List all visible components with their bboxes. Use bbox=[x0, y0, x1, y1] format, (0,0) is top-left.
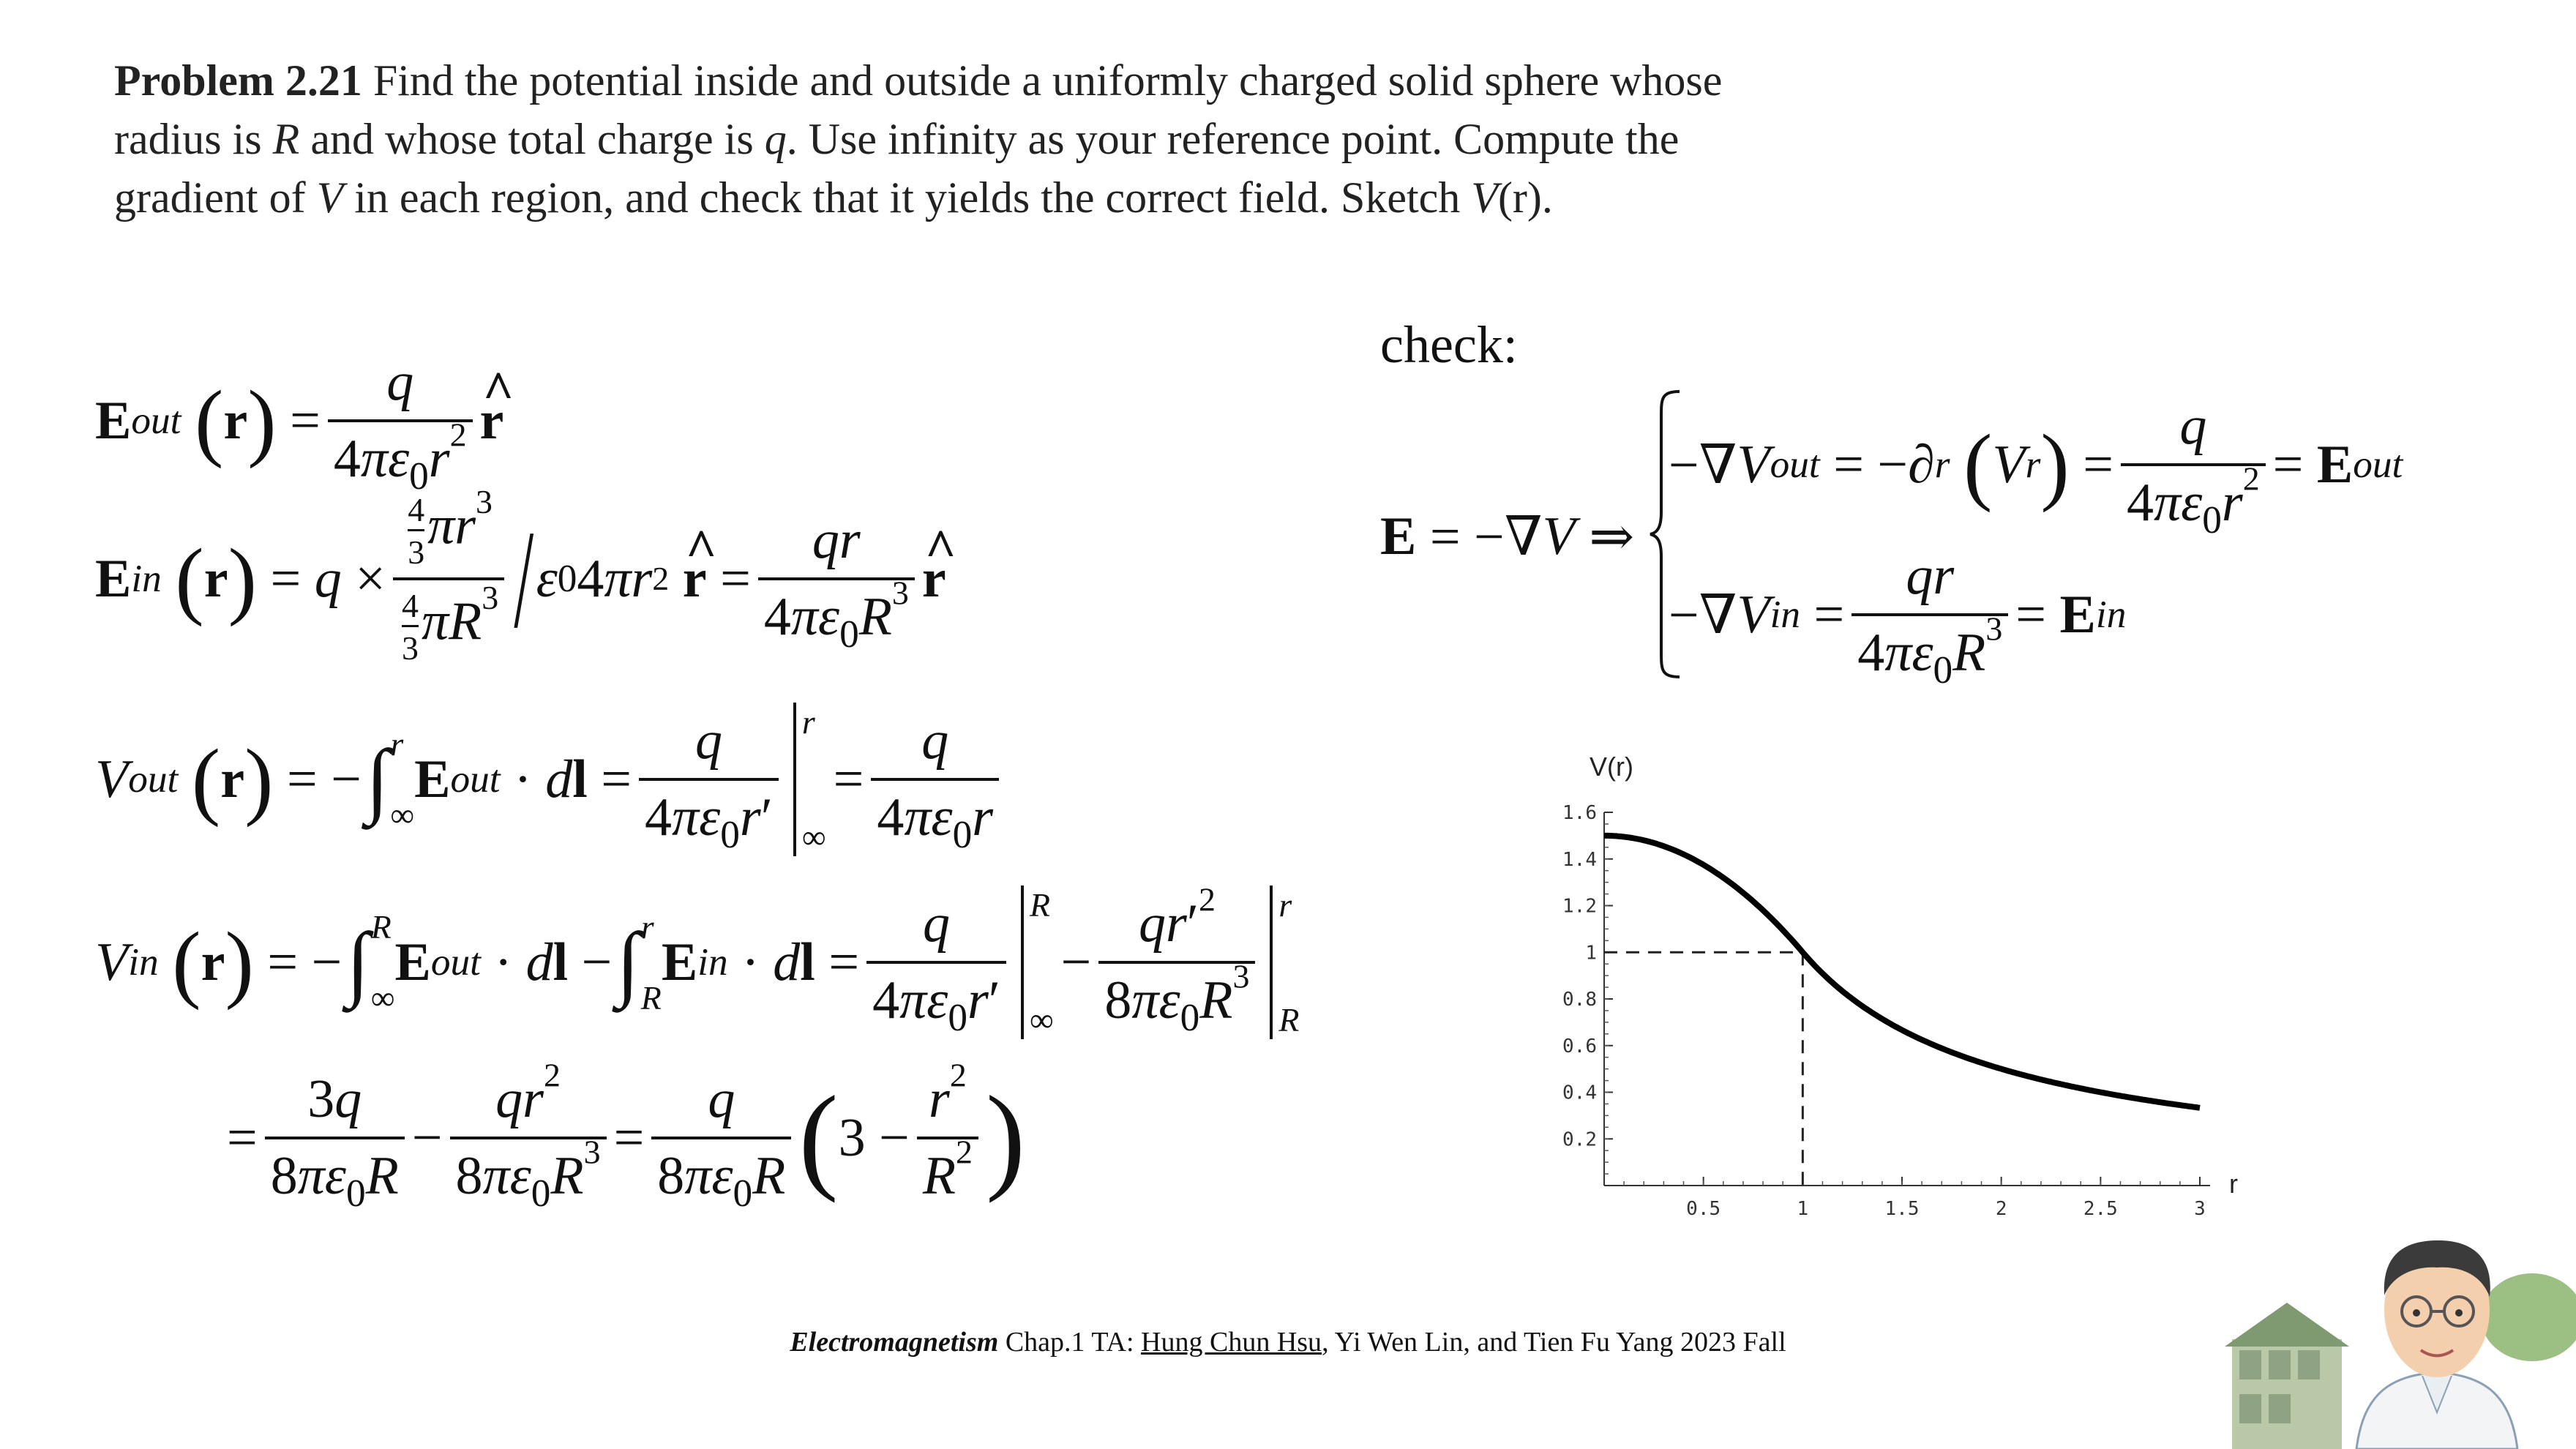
footer-ta-link[interactable]: Hung Chun Hsu bbox=[1141, 1327, 1322, 1358]
footer bbox=[0, 1326, 2576, 1358]
problem-text: . bbox=[1541, 173, 1553, 222]
eq-check-in: −∇ V in = $\frac{qr}{4\pi\varepsilon_0R^3}$ = E in bbox=[1669, 546, 2127, 692]
x-tick-label: 2 bbox=[1995, 1198, 2007, 1220]
footer-rest: , Yi Wen Lin, and Tien Fu Yang 2023 Fall bbox=[1322, 1327, 1786, 1358]
y-tick-label: 0.2 bbox=[1562, 1128, 1597, 1151]
check-label: check: bbox=[1380, 315, 1518, 374]
x-tick-label: 2.5 bbox=[2083, 1198, 2118, 1220]
y-tick-label: 1 bbox=[1585, 942, 1597, 965]
var-V: V bbox=[1471, 173, 1498, 222]
var-r-arg: (r) bbox=[1497, 173, 1542, 222]
y-tick-label: 0.6 bbox=[1562, 1035, 1597, 1057]
footer-book: Electromagnetism bbox=[790, 1327, 999, 1358]
problem-text: . Use infinity as your reference point. Compute the gradient of bbox=[114, 115, 1680, 222]
y-tick-label: 0.4 bbox=[1562, 1082, 1597, 1104]
eq-v-out: V out ( r ) = − ∫ r ∞ E out · d l = $\frac{q}{4\pi\varepsilon_0r'}$ r ∞ = $\frac{q}{4\pi\varepsilon_0r}$ bbox=[95, 703, 1006, 856]
potential-chart bbox=[1537, 746, 2254, 1229]
potential-curve bbox=[1604, 836, 2200, 1108]
problem-text: in each region, and check that it yields the correct field. Sketch bbox=[343, 173, 1472, 222]
eq-check-out: −∇ V out = −∂ r ( V r ) = $\frac{q}{4\pi\varepsilon_0r^2}$ = E out bbox=[1669, 396, 2403, 542]
x-tick-label: 1 bbox=[1797, 1198, 1809, 1220]
problem-statement bbox=[114, 51, 1724, 227]
ta-avatar-illustration bbox=[2225, 1215, 2576, 1449]
x-tick-label: 0.5 bbox=[1686, 1198, 1721, 1220]
y-axis-label: V(r) bbox=[1590, 752, 1633, 782]
y-tick-label: 0.8 bbox=[1562, 989, 1597, 1011]
var-V: V bbox=[316, 173, 344, 222]
problem-text: Find the potential inside and outside a uniformly charged solid sphere whose radius is bbox=[114, 56, 1723, 163]
problem-label: Problem 2.21 bbox=[114, 56, 362, 105]
x-tick-label: 1.5 bbox=[1884, 1198, 1920, 1220]
y-tick-label: 1.4 bbox=[1562, 848, 1597, 871]
footer-chapter: Chap.1 TA: bbox=[998, 1327, 1142, 1358]
x-tick-label: 3 bbox=[2194, 1198, 2206, 1220]
eq-v-in-result: = $\frac{3q}{8\pi\varepsilon_0R}$ − $\frac{qr^2}{8\pi\varepsilon_0R^3}$ = $\frac{q}{8\pi\varepsilon_0R}$ ( 3 − $\frac{r^2}{R^2}$ ) bbox=[227, 1056, 1026, 1216]
eq-e-in: E in ( r ) = q × $\frac{4}{3}$ $\pi r^3$ $\frac{4}{3}$ $\pi R^3$ / ε 0 4 πr 2 ^ r = $\frac{qr}{4\pi\varepsilon_0R^3}$ ^ r bbox=[95, 490, 946, 667]
y-tick-label: 1.6 bbox=[1562, 802, 1597, 824]
eq-e-out: E out ( r ) = $\frac{q}{4\pi\varepsilon_0r^2}$ ^ r bbox=[95, 351, 503, 490]
eq-v-in: V in ( r ) = − ∫ R ∞ E out · d l − ∫ r R E in · d l = $\frac{q}{4\pi\varepsilon_0r'}$ R ∞ − $\frac{qr'^2}{8\pi\varepsilon_0R^3}$ r R bbox=[95, 880, 1300, 1040]
var-q: q bbox=[764, 115, 787, 163]
x-axis-label: r bbox=[2229, 1169, 2238, 1199]
y-tick-label: 1.2 bbox=[1562, 895, 1597, 918]
var-R: R bbox=[272, 115, 300, 163]
problem-text: and whose total charge is bbox=[299, 115, 765, 163]
eq-gradient-lhs: E = −∇ V ⇒ bbox=[1380, 506, 1635, 567]
